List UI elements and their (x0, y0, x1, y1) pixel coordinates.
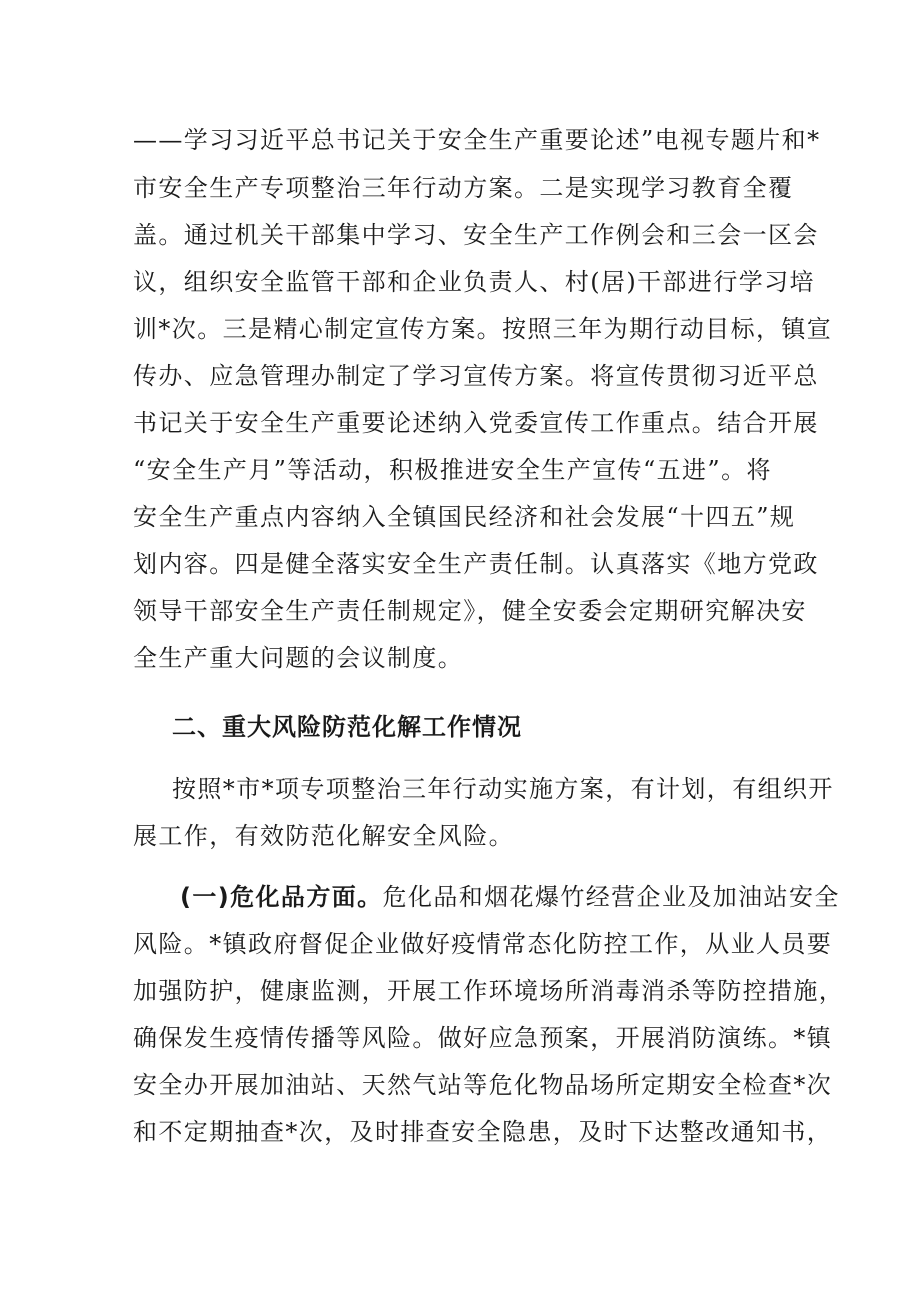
section-heading: 二、重大风险防范化解工作情况 (172, 713, 522, 741)
body-text-line: 展工作，有效防范化解安全风险。 (133, 822, 514, 850)
body-text-line: 和不定期抽查*次，及时排查安全隐患，及时下达整改通知书， (133, 1118, 833, 1146)
body-text-line: 加强防护，健康监测，开展工作环境场所消毒消杀等防控措施， (133, 977, 845, 1005)
subsection-label: (一)危化品方面。 (180, 883, 383, 911)
body-text-line: 盖。通过机关干部集中学习、安全生产工作例会和三会一区会 (133, 221, 819, 249)
body-text-line: 议，组织安全监管干部和企业负责人、村(居)干部进行学习培 (133, 268, 815, 296)
body-text-line: 训*次。三是精心制定宣传方案。按照三年为期行动目标，镇宣 (133, 315, 833, 343)
body-text-line: ——学习习近平总书记关于安全生产重要论述”电视专题片和* (133, 126, 821, 154)
body-text-line: 安全办开展加油站、天然气站等危化物品场所定期安全检查*次 (133, 1071, 833, 1099)
body-text-line: 确保发生疫情传播等风险。做好应急预案，开展消防演练。*镇 (133, 1024, 833, 1052)
body-text-line: 安全生产重点内容纳入全镇国民经济和社会发展“十四五”规 (133, 503, 796, 531)
body-text-line: 全生产重大问题的会议制度。 (133, 644, 464, 672)
subsection-text: 危化品和烟花爆竹经营企业及加油站安全 (382, 883, 840, 911)
body-text-line: “安全生产月”等活动，积极推进安全生产宣传“五进”。将 (133, 456, 772, 484)
body-text-line: 市安全生产专项整治三年行动方案。二是实现学习教育全覆 (133, 174, 794, 202)
body-text-line: 风险。*镇政府督促企业做好疫情常态化防控工作，从业人员要 (133, 930, 833, 958)
body-text-line: 按照*市*项专项整治三年行动实施方案，有计划，有组织开 (172, 775, 834, 803)
subsection-first-line (180, 882, 840, 912)
body-text-line: 划内容。四是健全落实安全生产责任制。认真落实《地方党政 (133, 550, 819, 578)
body-text-line: 书记关于安全生产重要论述纳入党委宣传工作重点。结合开展 (133, 409, 819, 437)
body-text-line: 传办、应急管理办制定了学习宣传方案。将宣传贯彻习近平总 (133, 362, 819, 390)
body-text-line: 领导干部安全生产责任制规定》，健全安委会定期研究解决安 (133, 597, 807, 625)
